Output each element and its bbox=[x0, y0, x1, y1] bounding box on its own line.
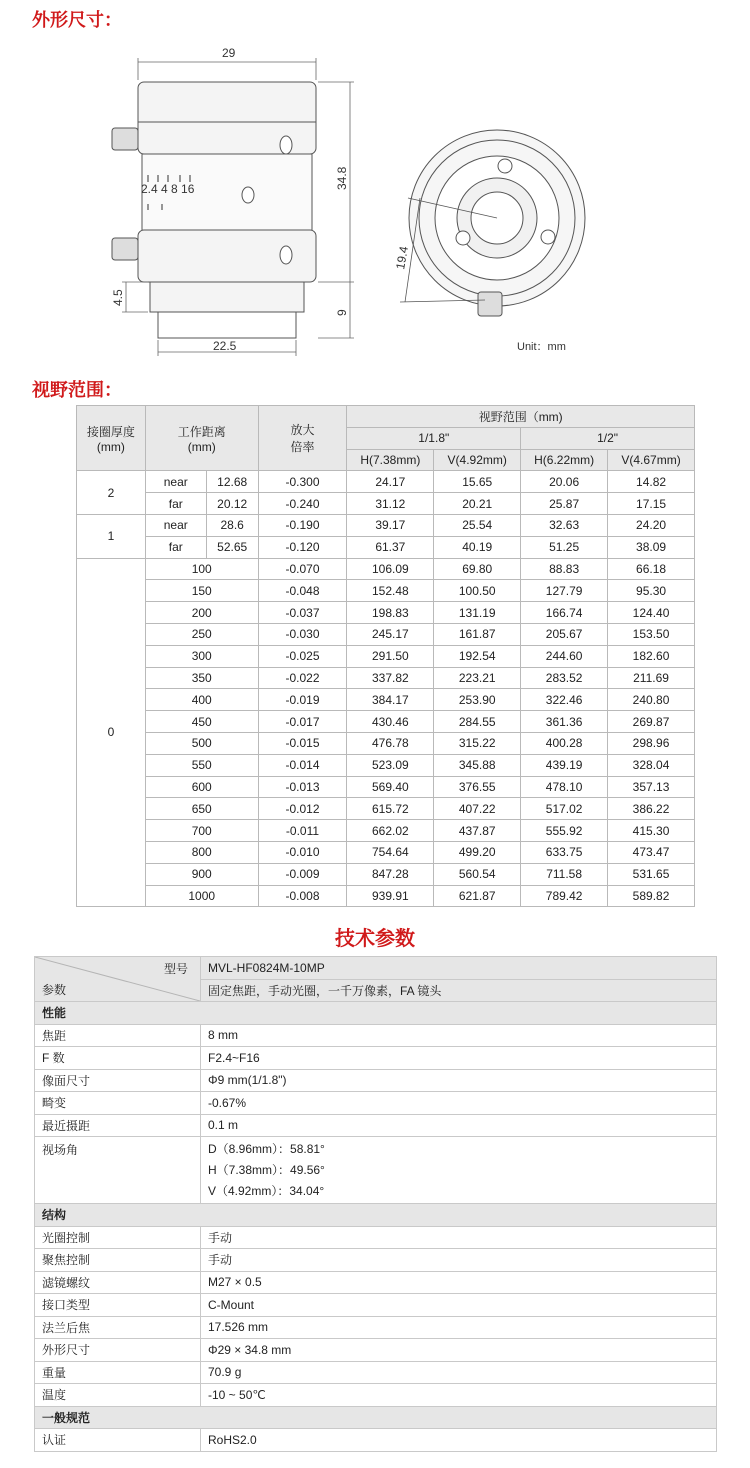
table-cell: 20.21 bbox=[434, 493, 521, 515]
table-cell: 106.09 bbox=[347, 558, 434, 580]
table-cell: 127.79 bbox=[521, 580, 608, 602]
table-cell: 555.92 bbox=[521, 820, 608, 842]
table-cell: 250 bbox=[145, 623, 258, 645]
table-cell: near bbox=[145, 514, 206, 536]
table-cell: far bbox=[145, 536, 206, 558]
spec-value: -0.67% bbox=[201, 1092, 717, 1115]
spec-value: 手动 bbox=[201, 1249, 717, 1272]
table-cell: 152.48 bbox=[347, 580, 434, 602]
table-cell: -0.009 bbox=[258, 863, 347, 885]
table-cell: 38.09 bbox=[608, 536, 695, 558]
table-cell: 523.09 bbox=[347, 754, 434, 776]
spec-group-header bbox=[35, 1002, 717, 1025]
table-cell: 100 bbox=[145, 558, 258, 580]
table-cell: 240.80 bbox=[608, 689, 695, 711]
spec-group-name: 一般规范 bbox=[35, 1406, 717, 1429]
table-cell: 223.21 bbox=[434, 667, 521, 689]
unit-label: Unit：mm bbox=[517, 341, 566, 353]
table-cell: 476.78 bbox=[347, 732, 434, 754]
spec-value: 17.526 mm bbox=[201, 1316, 717, 1339]
spec-value: RoHS2.0 bbox=[201, 1429, 717, 1452]
table-cell: 153.50 bbox=[608, 623, 695, 645]
spec-group-header bbox=[35, 1204, 717, 1227]
spec-label: 重量 bbox=[35, 1361, 201, 1384]
dim-offset: 19.4 bbox=[393, 245, 412, 271]
table-cell: 711.58 bbox=[521, 863, 608, 885]
table-cell: 361.36 bbox=[521, 711, 608, 733]
table-cell: -0.070 bbox=[258, 558, 347, 580]
table-row bbox=[77, 689, 695, 711]
spec-row bbox=[35, 1047, 717, 1070]
table-cell: 500 bbox=[145, 732, 258, 754]
col-sensor-1-1.8: 1/1.8" bbox=[347, 427, 521, 449]
dim-mount-dia: 22.5 bbox=[213, 339, 237, 353]
table-cell: 25.87 bbox=[521, 493, 608, 515]
table-cell: -0.190 bbox=[258, 514, 347, 536]
table-cell: 700 bbox=[145, 820, 258, 842]
dim-thread-depth: 4.5 bbox=[111, 289, 125, 306]
table-cell: 600 bbox=[145, 776, 258, 798]
table-cell: 192.54 bbox=[434, 645, 521, 667]
table-cell: 24.20 bbox=[608, 514, 695, 536]
model-label: 型号 bbox=[163, 962, 188, 976]
table-row bbox=[77, 536, 695, 558]
table-cell: 376.55 bbox=[434, 776, 521, 798]
table-cell: 211.69 bbox=[608, 667, 695, 689]
table-cell: 439.19 bbox=[521, 754, 608, 776]
table-row bbox=[77, 645, 695, 667]
table-cell: 269.87 bbox=[608, 711, 695, 733]
table-cell: 386.22 bbox=[608, 798, 695, 820]
table-cell: 300 bbox=[145, 645, 258, 667]
spec-row bbox=[35, 1249, 717, 1272]
col-sensor-1-2: 1/2" bbox=[521, 427, 695, 449]
table-cell: 95.30 bbox=[608, 580, 695, 602]
table-cell: 789.42 bbox=[521, 885, 608, 907]
table-cell: 200 bbox=[145, 602, 258, 624]
table-cell: 800 bbox=[145, 841, 258, 863]
table-cell: 517.02 bbox=[521, 798, 608, 820]
spec-label: 像面尺寸 bbox=[35, 1069, 201, 1092]
table-cell: far bbox=[145, 493, 206, 515]
spec-value: Φ9 mm(1/1.8") bbox=[201, 1069, 717, 1092]
table-cell: -0.240 bbox=[258, 493, 347, 515]
model-value: MVL-HF0824M-10MP bbox=[201, 957, 717, 980]
spec-value: 8 mm bbox=[201, 1024, 717, 1047]
spec-label: 焦距 bbox=[35, 1024, 201, 1047]
table-cell: 615.72 bbox=[347, 798, 434, 820]
dimensions-title: 外形尺寸： bbox=[32, 10, 122, 31]
table-cell: 900 bbox=[145, 863, 258, 885]
table-cell: -0.015 bbox=[258, 732, 347, 754]
table-cell: -0.014 bbox=[258, 754, 347, 776]
spec-row bbox=[35, 1316, 717, 1339]
table-cell: 12.68 bbox=[206, 471, 258, 493]
table-row bbox=[77, 514, 695, 536]
table-cell: 166.74 bbox=[521, 602, 608, 624]
col-ring: 接圈厚度 (mm) bbox=[77, 406, 146, 471]
table-cell: -0.012 bbox=[258, 798, 347, 820]
table-row bbox=[77, 754, 695, 776]
table-cell: 161.87 bbox=[434, 623, 521, 645]
table-cell: 52.65 bbox=[206, 536, 258, 558]
table-cell: 150 bbox=[145, 580, 258, 602]
spec-row bbox=[35, 1339, 717, 1362]
table-row bbox=[77, 798, 695, 820]
table-cell: 20.06 bbox=[521, 471, 608, 493]
table-cell: -0.120 bbox=[258, 536, 347, 558]
spec-label: 认证 bbox=[35, 1429, 201, 1452]
table-cell: 473.47 bbox=[608, 841, 695, 863]
spec-row bbox=[35, 1384, 717, 1407]
table-cell: 407.22 bbox=[434, 798, 521, 820]
spec-value: F2.4~F16 bbox=[201, 1047, 717, 1070]
table-row bbox=[77, 471, 695, 493]
spec-value: -10 ~ 50℃ bbox=[201, 1384, 717, 1407]
table-cell: -0.025 bbox=[258, 645, 347, 667]
table-cell: -0.048 bbox=[258, 580, 347, 602]
table-cell: 205.67 bbox=[521, 623, 608, 645]
table-cell: 531.65 bbox=[608, 863, 695, 885]
table-row bbox=[77, 711, 695, 733]
table-cell: -0.017 bbox=[258, 711, 347, 733]
col-fov: 视野范围（mm) bbox=[347, 406, 695, 428]
spec-value: 0.1 m bbox=[201, 1114, 717, 1137]
fov-line: H（7.38mm）：49.56° bbox=[208, 1162, 325, 1177]
table-row bbox=[77, 493, 695, 515]
table-cell: 244.60 bbox=[521, 645, 608, 667]
table-cell: 662.02 bbox=[347, 820, 434, 842]
table-row bbox=[77, 863, 695, 885]
spec-row bbox=[35, 1271, 717, 1294]
table-cell: 25.54 bbox=[434, 514, 521, 536]
col-magnification: 放大 倍率 bbox=[258, 406, 347, 471]
table-row bbox=[77, 841, 695, 863]
spec-value: 手动 bbox=[201, 1226, 717, 1249]
table-cell: 478.10 bbox=[521, 776, 608, 798]
table-cell: 40.19 bbox=[434, 536, 521, 558]
table-cell: 415.30 bbox=[608, 820, 695, 842]
table-cell: 20.12 bbox=[206, 493, 258, 515]
spec-value bbox=[201, 1137, 717, 1204]
spec-row bbox=[35, 1294, 717, 1317]
table-cell: 847.28 bbox=[347, 863, 434, 885]
spec-label: 最近摄距 bbox=[35, 1114, 201, 1137]
table-row bbox=[77, 776, 695, 798]
table-cell: -0.010 bbox=[258, 841, 347, 863]
table-cell: 650 bbox=[145, 798, 258, 820]
table-cell: 400 bbox=[145, 689, 258, 711]
table-cell: 350 bbox=[145, 667, 258, 689]
spec-label: 温度 bbox=[35, 1384, 201, 1407]
table-cell: 550 bbox=[145, 754, 258, 776]
table-cell: 24.17 bbox=[347, 471, 434, 493]
spec-label: 法兰后焦 bbox=[35, 1316, 201, 1339]
table-cell: 437.87 bbox=[434, 820, 521, 842]
dim-mount-length: 9 bbox=[335, 309, 349, 316]
table-cell: -0.019 bbox=[258, 689, 347, 711]
table-cell: 124.40 bbox=[608, 602, 695, 624]
spec-table bbox=[34, 956, 717, 1452]
table-row bbox=[77, 580, 695, 602]
spec-row bbox=[35, 1226, 717, 1249]
table-cell: 66.18 bbox=[608, 558, 695, 580]
fov-table bbox=[76, 405, 695, 907]
table-cell: -0.300 bbox=[258, 471, 347, 493]
spec-label: 聚焦控制 bbox=[35, 1249, 201, 1272]
spec-value: M27 × 0.5 bbox=[201, 1271, 717, 1294]
fov-line: V（4.92mm）：34.04° bbox=[208, 1183, 325, 1198]
col-h2: H(6.22mm) bbox=[521, 449, 608, 471]
table-cell: 560.54 bbox=[434, 863, 521, 885]
table-row bbox=[77, 820, 695, 842]
col-working-distance: 工作距离 (mm) bbox=[145, 406, 258, 471]
model-param-header bbox=[35, 957, 201, 1002]
table-cell: 100.50 bbox=[434, 580, 521, 602]
table-cell: 633.75 bbox=[521, 841, 608, 863]
table-cell: 61.37 bbox=[347, 536, 434, 558]
table-cell: 69.80 bbox=[434, 558, 521, 580]
table-row bbox=[77, 732, 695, 754]
fov-line: D（8.96mm）：58.81° bbox=[208, 1141, 325, 1156]
model-description: 固定焦距，手动光圈，一千万像素，FA 镜头 bbox=[201, 979, 717, 1002]
spec-group-name: 结构 bbox=[35, 1204, 717, 1227]
table-cell: -0.022 bbox=[258, 667, 347, 689]
table-cell: 400.28 bbox=[521, 732, 608, 754]
dim-height: 34.8 bbox=[335, 166, 349, 190]
spec-row bbox=[35, 1361, 717, 1384]
table-cell: 31.12 bbox=[347, 493, 434, 515]
spec-label: 畸变 bbox=[35, 1092, 201, 1115]
table-row bbox=[77, 885, 695, 907]
table-cell: 28.6 bbox=[206, 514, 258, 536]
ring-cell: 1 bbox=[77, 514, 146, 558]
spec-label: F 数 bbox=[35, 1047, 201, 1070]
table-cell: 291.50 bbox=[347, 645, 434, 667]
col-v1: V(4.92mm) bbox=[434, 449, 521, 471]
iris-lock-knob-icon bbox=[112, 238, 138, 260]
col-h1: H(7.38mm) bbox=[347, 449, 434, 471]
table-cell: 88.83 bbox=[521, 558, 608, 580]
spec-row bbox=[35, 1114, 717, 1137]
table-cell: 17.15 bbox=[608, 493, 695, 515]
focus-lock-knob-icon bbox=[112, 128, 138, 150]
table-cell: -0.037 bbox=[258, 602, 347, 624]
lens-dimension-drawing bbox=[0, 30, 750, 370]
table-cell: 345.88 bbox=[434, 754, 521, 776]
spec-row bbox=[35, 1069, 717, 1092]
spec-label: 视场角 bbox=[35, 1137, 201, 1204]
table-cell: 589.82 bbox=[608, 885, 695, 907]
col-v2: V(4.67mm) bbox=[608, 449, 695, 471]
param-label: 参数 bbox=[42, 983, 67, 997]
spec-label: 接口类型 bbox=[35, 1294, 201, 1317]
dim-width: 29 bbox=[222, 46, 236, 60]
spec-row-fov bbox=[35, 1137, 717, 1204]
table-cell: 131.19 bbox=[434, 602, 521, 624]
spec-value: 70.9 g bbox=[201, 1361, 717, 1384]
table-cell: 384.17 bbox=[347, 689, 434, 711]
spec-value: Φ29 × 34.8 mm bbox=[201, 1339, 717, 1362]
table-cell: -0.008 bbox=[258, 885, 347, 907]
table-row bbox=[77, 623, 695, 645]
table-cell: 450 bbox=[145, 711, 258, 733]
spec-row bbox=[35, 1092, 717, 1115]
spec-row bbox=[35, 1024, 717, 1047]
table-cell: 1000 bbox=[145, 885, 258, 907]
table-cell: -0.030 bbox=[258, 623, 347, 645]
table-row bbox=[77, 667, 695, 689]
table-cell: -0.011 bbox=[258, 820, 347, 842]
spec-label: 光圈控制 bbox=[35, 1226, 201, 1249]
table-cell: 14.82 bbox=[608, 471, 695, 493]
spec-value: C-Mount bbox=[201, 1294, 717, 1317]
table-cell: 499.20 bbox=[434, 841, 521, 863]
table-cell: 284.55 bbox=[434, 711, 521, 733]
spec-group-header bbox=[35, 1406, 717, 1429]
table-cell: -0.013 bbox=[258, 776, 347, 798]
table-cell: 198.83 bbox=[347, 602, 434, 624]
table-cell: 245.17 bbox=[347, 623, 434, 645]
table-row bbox=[77, 558, 695, 580]
spec-label: 外形尺寸 bbox=[35, 1339, 201, 1362]
spec-row bbox=[35, 1429, 717, 1452]
front-knob-icon bbox=[478, 292, 502, 316]
table-cell: 430.46 bbox=[347, 711, 434, 733]
table-cell: 754.64 bbox=[347, 841, 434, 863]
table-row bbox=[77, 602, 695, 624]
table-cell: 253.90 bbox=[434, 689, 521, 711]
fov-title: 视野范围： bbox=[32, 380, 122, 401]
table-cell: 51.25 bbox=[521, 536, 608, 558]
table-cell: 939.91 bbox=[347, 885, 434, 907]
table-cell: 569.40 bbox=[347, 776, 434, 798]
table-cell: 182.60 bbox=[608, 645, 695, 667]
table-cell: 39.17 bbox=[347, 514, 434, 536]
table-cell: 315.22 bbox=[434, 732, 521, 754]
table-cell: 328.04 bbox=[608, 754, 695, 776]
table-cell: 357.13 bbox=[608, 776, 695, 798]
table-cell: 32.63 bbox=[521, 514, 608, 536]
ring-cell: 0 bbox=[77, 558, 146, 907]
table-cell: near bbox=[145, 471, 206, 493]
ring-cell: 2 bbox=[77, 471, 146, 515]
spec-label: 滤镜螺纹 bbox=[35, 1271, 201, 1294]
table-cell: 337.82 bbox=[347, 667, 434, 689]
table-cell: 322.46 bbox=[521, 689, 608, 711]
table-cell: 298.96 bbox=[608, 732, 695, 754]
table-cell: 283.52 bbox=[521, 667, 608, 689]
fstop-scale: 2.4 4 8 16 bbox=[141, 182, 195, 196]
spec-title: 技术参数 bbox=[335, 926, 415, 950]
spec-group-name: 性能 bbox=[35, 1002, 717, 1025]
table-cell: 15.65 bbox=[434, 471, 521, 493]
table-cell: 621.87 bbox=[434, 885, 521, 907]
